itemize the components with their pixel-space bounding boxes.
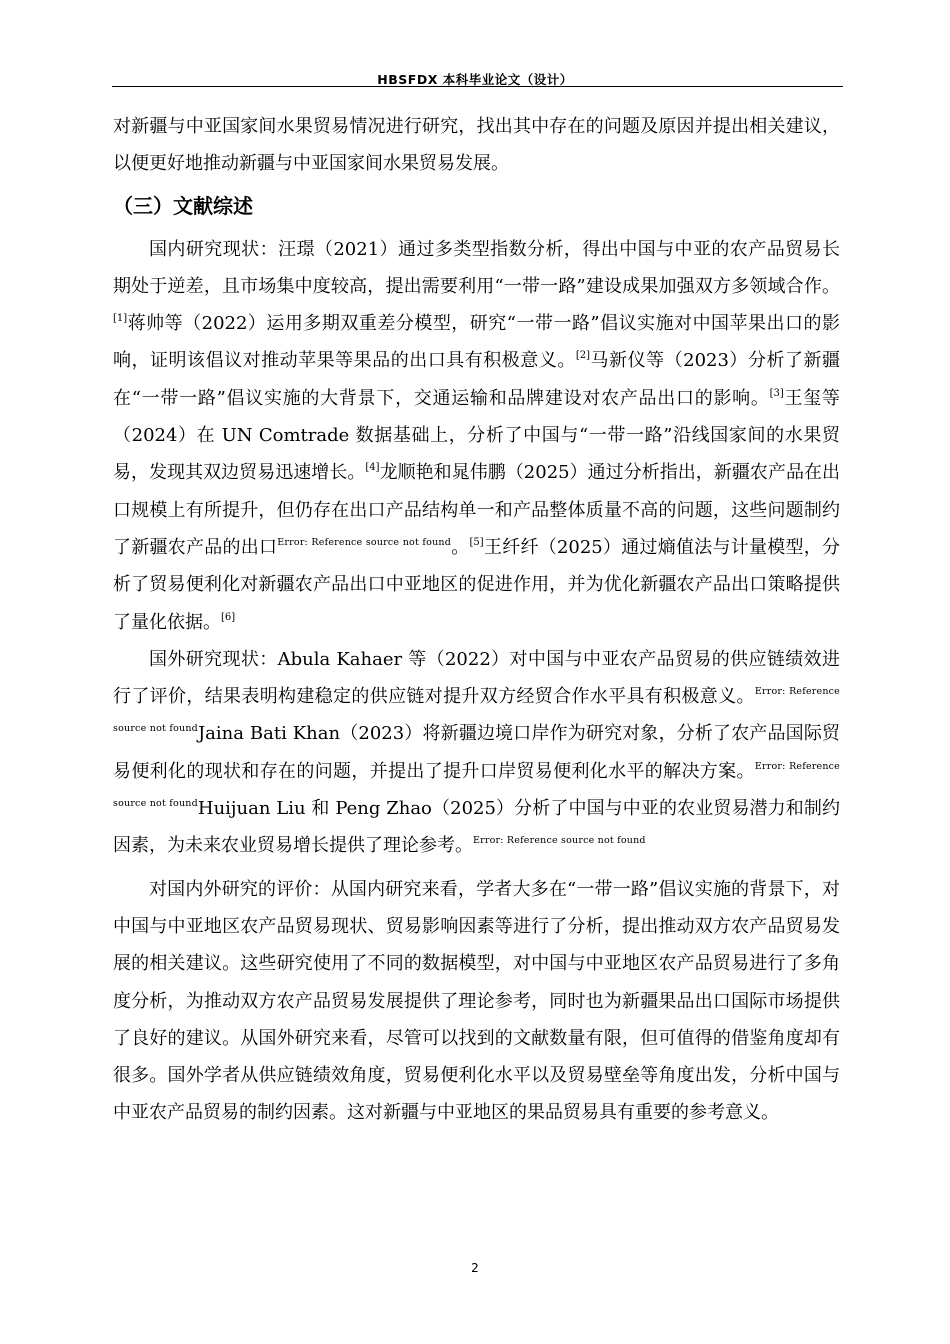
intro-paragraph: 对新疆与中亚国家间水果贸易情况进行研究，找出其中存在的问题及原因并提出相关建议，以便更好地推动新疆与中亚国家间水果贸易发展。	[113, 116, 840, 175]
page-body	[113, 108, 840, 1132]
domestic-research-paragraph	[113, 231, 840, 641]
citation-3: [3]	[769, 387, 784, 399]
foreign-sentence-3: Huijuan Liu 和 Peng Zhao（2025）分析了中国与中亚的农业贸易潜力和制约因素，为未来农业贸易增长提供了理论参考。	[113, 798, 840, 857]
citation-6: [6]	[221, 611, 236, 623]
reference-error-note: Error: Reference source not found	[277, 536, 451, 548]
domestic-sentence-5: 龙顺艳和晁伟鹏（2025）通过分析指出，新疆农产品在出口规模上有所提升，但仍存在出口产品结构单一和产品整体质量不高的问题，这些问题制约了新疆农产品的出口	[113, 462, 840, 558]
foreign-sentence-2: Jaina Bati Khan（2023）将新疆边境口岸作为研究对象，分析了农产品国际贸易便利化的现状和存在的问题，并提出了提升口岸贸易便利化水平的解决方案。	[113, 723, 840, 782]
domestic-sentence-4: 王玺等（2024）在 UN Comtrade 数据基础上，分析了中国与“一带一路”沿线国家间的水果贸易，发现其双边贸易迅速增长。	[113, 387, 840, 484]
citation-2: [2]	[575, 350, 591, 362]
section-heading: （三）文献综述	[113, 193, 253, 218]
page-number: 2	[471, 1261, 479, 1275]
reference-error-note: Error: Reference source not found	[473, 835, 646, 847]
domestic-sentence-1: 国内研究现状：汪璟（2021）通过多类型指数分析，得出中国与中亚的农产品贸易长期处于逆差，且市场集中度较高，提出需要利用“一带一路”建设成果加强双方多领域合作。	[113, 238, 840, 297]
domestic-sentence-6: 王纤纤（2025）通过熵值法与计量模型，分析了贸易便利化对新疆农产品出口中亚地区的促进作用，并为优化新疆农产品出口策略提供了量化依据。	[113, 536, 841, 633]
domestic-sentence-3: 马新仪等（2023）分析了新疆在“一带一路”倡议实施的大背景下，交通运输和品牌建设对农产品出口的影响。	[113, 350, 841, 409]
citation-1: [1]	[113, 313, 128, 325]
header-rule	[112, 86, 843, 87]
foreign-sentence-1: 国外研究现状：Abula Kahaer 等（2022）对中国与中亚农产品贸易的供应链绩效进行了评价，结果表明构建稳定的供应链对提升双方经贸合作水平具有积极意义。	[113, 648, 840, 708]
citation-4: [4]	[365, 462, 380, 474]
foreign-research-paragraph	[113, 641, 840, 865]
reference-error-note: Error: Reference source not found	[113, 686, 841, 735]
domestic-sentence-5-end: 。	[451, 536, 470, 558]
reference-error-note: Error: Reference source not found	[113, 760, 841, 810]
domestic-sentence-2: 蒋帅等（2022）运用多期双重差分模型，研究“一带一路”倡议实施对中国苹果出口的影响，证明该倡议对推动苹果等果品的出口具有积极意义。	[113, 313, 840, 372]
evaluation-paragraph: 对国内外研究的评价：从国内研究来看，学者大多在“一带一路”倡议实施的背景下，对中国与中亚地区农产品贸易现状、贸易影响因素等进行了分析，提出推动双方农产品贸易发展的相关建议。这些研究使用了不同的数据模型，对中国与中亚地区农产品贸易进行了多角度分析，为推动双方农产品贸易发展提供了理论参考，同时也为新疆果品出口国际市场提供了良好的建议。从国外研究来看，尽管可以找到的文献数量有限，但可值得的借鉴角度却有很多。国外学者从供应链绩效角度，贸易便利化水平以及贸易壁垒等角度出发，分析中国与中亚农产品贸易的制约因素。这对新疆与中亚地区的果品贸易具有重要的参考意义。	[113, 878, 840, 1124]
running-header: HBSFDX 本科毕业论文（设计）	[377, 72, 573, 87]
citation-5: [5]	[469, 536, 484, 548]
